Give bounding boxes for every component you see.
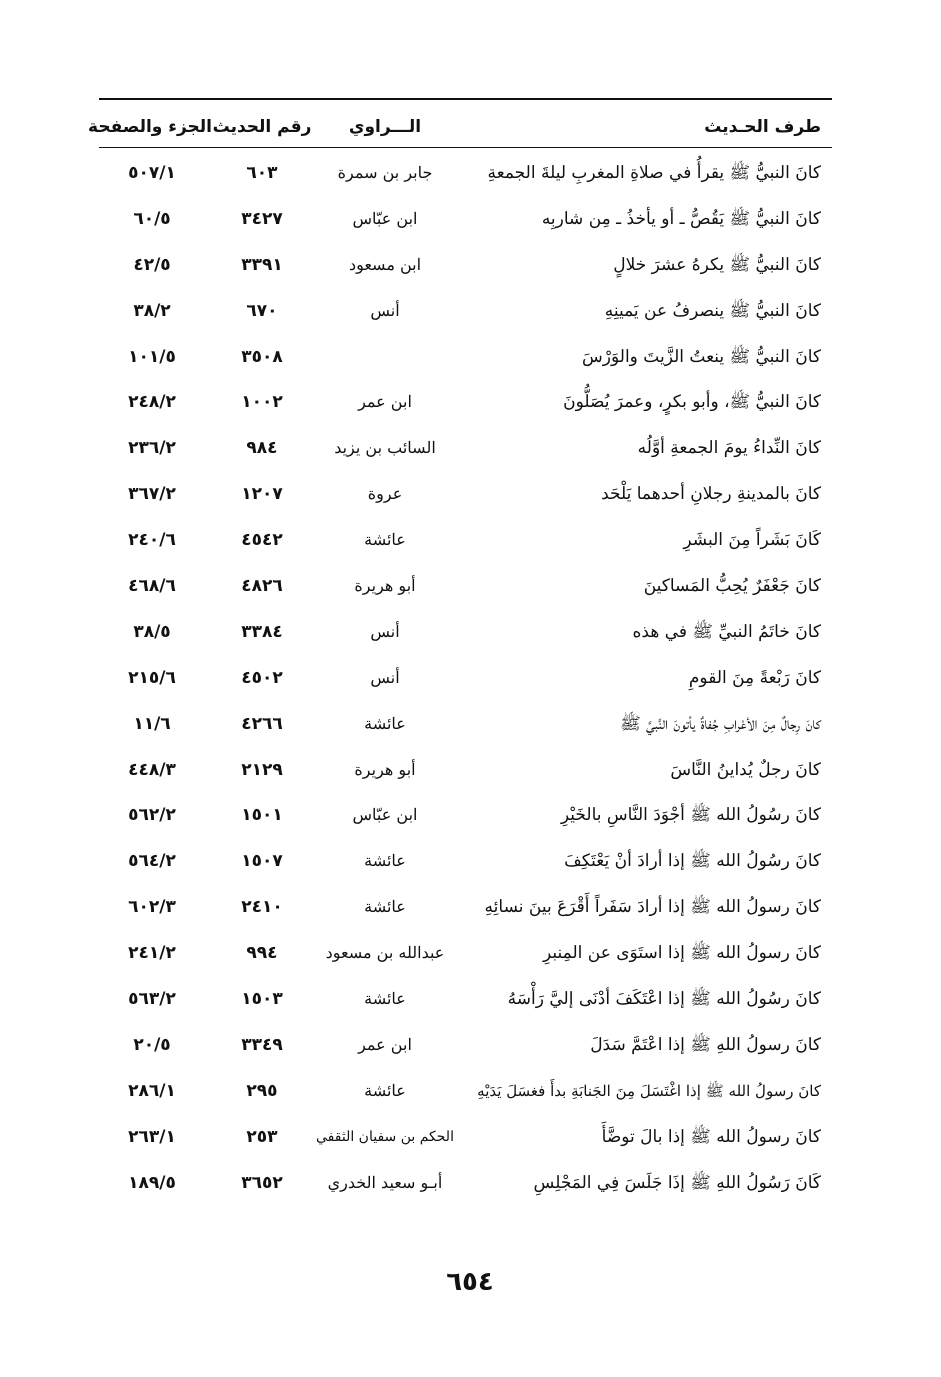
rawi-name: السائب بن يزيد: [334, 438, 436, 458]
table-row: [0, 655, 941, 701]
table-row: [0, 196, 941, 242]
volume-page: ٣٨/٢: [133, 300, 171, 321]
table-row: [0, 838, 941, 884]
hadith-text: كَانَ بَشَراً مِنَ البشَرِ: [683, 530, 821, 551]
hadith-text: كانَ رسُولُ الله ﷺ إذا أرادَ أنْ يَعْتَكِفَ: [564, 851, 821, 872]
hadith-number: ١٥٠٧: [241, 851, 283, 872]
hadith-text: كانَ النبيُّ ﷺ يكرهُ عشرَ خلالٍ: [613, 254, 821, 275]
volume-page: ٣٨/٥: [133, 621, 171, 642]
rawi-name: عبدالله بن مسعود: [325, 943, 445, 963]
volume-page: ١٠١/٥: [128, 346, 176, 367]
table-row: [0, 1114, 941, 1160]
table-row: [0, 792, 941, 838]
page-number: ٦٥٤: [446, 1267, 494, 1297]
volume-page: ٤٢/٥: [133, 254, 171, 275]
volume-page: ٢٤٨/٢: [128, 392, 176, 413]
hadith-number: ٣٤٢٧: [241, 208, 283, 229]
hadith-number: ١٠٠٢: [241, 392, 283, 413]
rawi-name: أبـو سعيد الخدري: [327, 1172, 443, 1192]
table-row: [0, 334, 941, 380]
rawi-name: الحكم بن سفيان الثقفي: [316, 1128, 454, 1145]
hadith-text: كانَ جَعْفَرٌ يُحِبُّ المَساكينَ: [643, 576, 821, 597]
volume-page: ٦٠/٥: [133, 208, 171, 229]
hadith-text: كانَ النِّداءُ يومَ الجمعةِ أوَّلُه: [637, 438, 821, 459]
rawi-name: عائشة: [364, 713, 406, 733]
hadith-number: ٤٨٢٦: [241, 576, 283, 597]
hadith-text: كانَ رسولُ الله ﷺ إذا بالَ توضَّأَ: [601, 1126, 821, 1147]
hadith-text: كَانَ رَسُولُ اللهِ ﷺ إذَا جَلَسَ فِي المَجْلِسِ: [533, 1172, 821, 1193]
rawi-name: عائشة: [364, 530, 406, 550]
hadith-number: ٩٩٤: [246, 943, 278, 964]
volume-page: ٣٦٧/٢: [128, 484, 176, 505]
rawi-name: أنس: [370, 667, 400, 687]
rawi-name: عائشة: [364, 897, 406, 917]
hadith-number: ٦٧٠: [246, 300, 278, 321]
hadith-index-table: [0, 150, 941, 1205]
hadith-number: ٤٥٤٢: [241, 530, 283, 551]
table-row: [0, 517, 941, 563]
volume-page: ٥٦٤/٢: [128, 851, 176, 872]
hadith-text: كانَ خاتَمُ النبيِّ ﷺ في هذه: [632, 621, 821, 642]
header-rawi-column: الـــراوي: [348, 117, 422, 137]
hadith-text: كانَ النبيُّ ﷺ، وأبو بكرٍ، وعمرَ يُصَلُّونَ: [563, 392, 821, 413]
header-hadith-column: طرف الحـديث: [704, 117, 821, 137]
hadith-text: كانَ النبيُّ ﷺ يقرأُ في صلاةِ المغربِ ليلةَ الجمعةِ: [487, 163, 821, 183]
hadith-number: ١٥٠٣: [241, 989, 283, 1010]
table-row: [0, 747, 941, 793]
volume-page: ٥٦٢/٢: [128, 805, 176, 826]
table-row: [0, 1160, 941, 1206]
hadith-number: ٢٤١٠: [241, 897, 283, 918]
hadith-number: ١٥٠١: [241, 805, 283, 826]
rawi-name: عائشة: [364, 1080, 406, 1100]
volume-page: ٢٨٦/١: [128, 1080, 176, 1101]
hadith-text: كانَ النبيُّ ﷺ ينعتُ الزَّيتَ والوَرْسَ: [582, 346, 821, 367]
hadith-number: ٢١٢٩: [241, 759, 283, 780]
volume-page: ١١/٦: [133, 713, 171, 734]
rawi-name: عائشة: [364, 851, 406, 871]
volume-page: ٢١٥/٦: [128, 667, 176, 688]
volume-page: ٢٦٣/١: [128, 1126, 176, 1147]
volume-page: ٢٤٠/٦: [128, 530, 176, 551]
hadith-text: كانَ رَبْعةً مِنَ القومِ: [688, 667, 821, 688]
volume-page: ٥٠٧/١: [128, 163, 176, 183]
hadith-number: ٣٣٤٩: [241, 1034, 283, 1055]
hadith-number: ٦٠٣: [246, 163, 278, 183]
hadith-number: ٤٢٦٦: [241, 713, 283, 734]
volume-page: ١٨٩/٥: [128, 1172, 176, 1193]
hadith-number: ٤٥٠٢: [241, 667, 283, 688]
table-row: [0, 563, 941, 609]
header-rule: [99, 147, 832, 148]
rawi-name: عائشة: [364, 989, 406, 1009]
rawi-name: ابن عبّاس: [352, 805, 418, 825]
hadith-number: ٩٨٤: [246, 438, 278, 459]
table-row: [0, 609, 941, 655]
table-row: [0, 150, 941, 196]
table-row: [0, 379, 941, 425]
hadith-number: ٣٣٨٤: [241, 621, 283, 642]
hadith-number: ٢٩٥: [246, 1080, 278, 1101]
rawi-name: عروة: [367, 484, 403, 504]
table-row: [0, 701, 941, 747]
rawi-name: أنس: [370, 300, 400, 320]
table-row: [0, 288, 941, 334]
hadith-text: كانَ رجلٌ يُداينُ النَّاسَ: [670, 759, 821, 780]
hadith-text: كانَ النبيُّ ﷺ يَقُصُّ ـ أو يأخذُ ـ مِن شاربِه: [541, 208, 821, 229]
table-row: [0, 976, 941, 1022]
rawi-name: ابن عبّاس: [352, 208, 418, 228]
hadith-number: ٣٣٩١: [241, 254, 283, 275]
rawi-name: أبو هريرة: [354, 759, 416, 779]
header-number-column: رقم الحديث: [212, 117, 312, 137]
hadith-text: كانَ النبيُّ ﷺ ينصرفُ عن يَمينِهِ: [604, 300, 821, 321]
hadith-text: كانَ بالمدينةِ رجلانِ أحدهما يَلْحَد: [601, 484, 821, 505]
volume-page: ٢٠/٥: [133, 1034, 171, 1055]
volume-page: ٢٣٦/٢: [128, 438, 176, 459]
table-row: [0, 471, 941, 517]
table-row: [0, 425, 941, 471]
rawi-name: ابن عمر: [358, 1034, 412, 1054]
hadith-number: ٢٥٣: [246, 1126, 278, 1147]
hadith-text: كانَ رسولُ الله ﷺ إذا أرادَ سَفَراً أَقْرَعَ بينَ نسائِهِ: [484, 897, 821, 918]
volume-page: ٦٠٢/٣: [128, 897, 176, 918]
volume-page: ٤٦٨/٦: [128, 576, 176, 597]
rawi-name: أنس: [370, 621, 400, 641]
header-page-column: الجزء والصفحة: [88, 117, 212, 137]
table-row: [0, 1022, 941, 1068]
hadith-text: كانَ رسُولُ الله ﷺ إذا اعْتَكَفَ أدْنَى إليَّ رَأْسَهُ: [507, 989, 821, 1010]
table-row: [0, 884, 941, 930]
hadith-text: كانَ رِجالٌ مِنَ الأعْرابِ جُفاةٌ يأتونَ النَّبيَّ ﷺ: [620, 713, 821, 734]
hadith-text: كانَ رسولُ الله ﷺ إذا اغْتَسَلَ مِنَ الجَنابَةِ بدأَ فغسَلَ يَدَيْهِ: [477, 1081, 821, 1100]
volume-page: ٥٦٣/٢: [128, 989, 176, 1010]
rawi-name: جابر بن سمرة: [337, 163, 433, 182]
rawi-name: أبو هريرة: [354, 576, 416, 596]
table-row: [0, 242, 941, 288]
hadith-number: ١٢٠٧: [241, 484, 283, 505]
hadith-number: ٣٦٥٢: [241, 1172, 283, 1193]
rawi-name: ابن مسعود: [348, 254, 422, 274]
hadith-text: كانَ رسولُ اللهِ ﷺ إذا اعْتَمَّ سَدَلَ: [590, 1034, 821, 1055]
hadith-text: كانَ رسُولُ الله ﷺ أجْوَدَ النَّاسِ بالخَيْرِ: [560, 805, 821, 826]
hadith-number: ٣٥٠٨: [241, 346, 283, 367]
rawi-name: [300, 342, 470, 372]
hadith-text: كانَ رسولُ الله ﷺ إذا استَوَى عن المِنبرِ: [542, 943, 821, 964]
volume-page: ٤٤٨/٣: [128, 759, 176, 780]
rawi-name: ابن عمر: [358, 392, 412, 412]
top-rule: [99, 98, 832, 100]
volume-page: ٢٤١/٢: [128, 943, 176, 964]
table-row: [0, 930, 941, 976]
table-row: [0, 1068, 941, 1114]
